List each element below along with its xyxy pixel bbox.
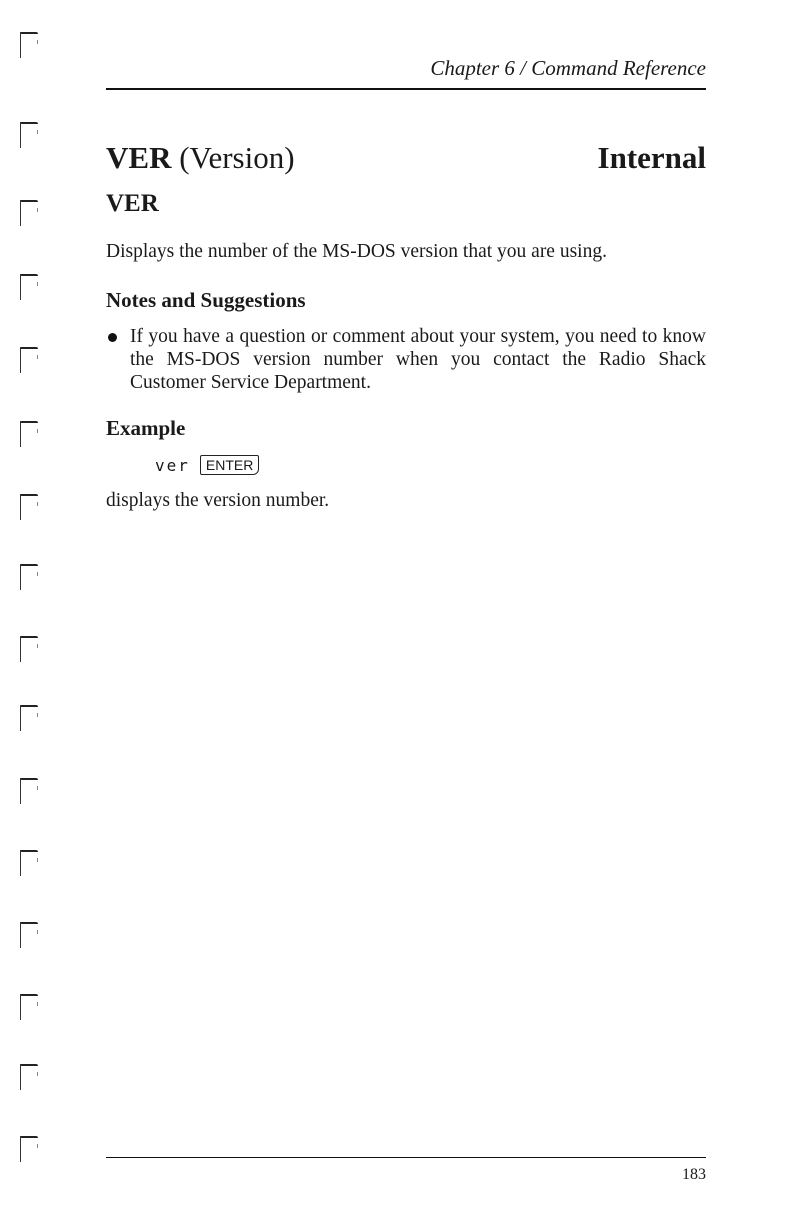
binder-hole-mark [18,274,40,308]
binder-hole-mark [18,850,40,884]
note-text: If you have a question or comment about your system, you need to know the MS-DOS version number when you contact the Radio Shack Customer Service Department. [130,326,706,393]
command-type: Internal [597,140,706,175]
example-description: displays the version number. [106,490,330,511]
binder-hole-mark [18,421,40,455]
binder-hole-mark [18,1136,40,1170]
page-number: 183 [682,1166,706,1183]
binder-hole-mark [18,778,40,812]
example-command-line [155,455,259,475]
command-name: VER [106,140,172,175]
bullet-icon [108,333,117,342]
example-heading: Example [106,416,186,440]
binder-hole-mark [18,494,40,528]
running-header: Chapter 6 / Command Reference [430,56,706,80]
binder-hole-mark [18,1064,40,1098]
header-divider [106,88,706,90]
footer-divider [106,1157,706,1158]
example-command: ver [155,456,190,475]
binder-hole-mark [18,636,40,670]
enter-key-icon: ENTER [200,455,259,475]
binder-hole-mark [18,32,40,66]
command-description: Displays the number of the MS-DOS version that you are using. [106,241,607,262]
binder-hole-mark [18,564,40,598]
command-long-name: (Version) [179,140,295,175]
command-title [106,140,295,176]
notes-list-item [106,325,706,394]
binder-hole-mark [18,922,40,956]
binder-hole-mark [18,705,40,739]
binder-hole-mark [18,200,40,234]
binder-hole-mark [18,347,40,381]
notes-heading: Notes and Suggestions [106,288,306,312]
binder-hole-mark [18,122,40,156]
command-syntax: VER [106,190,159,217]
binder-hole-mark [18,994,40,1028]
